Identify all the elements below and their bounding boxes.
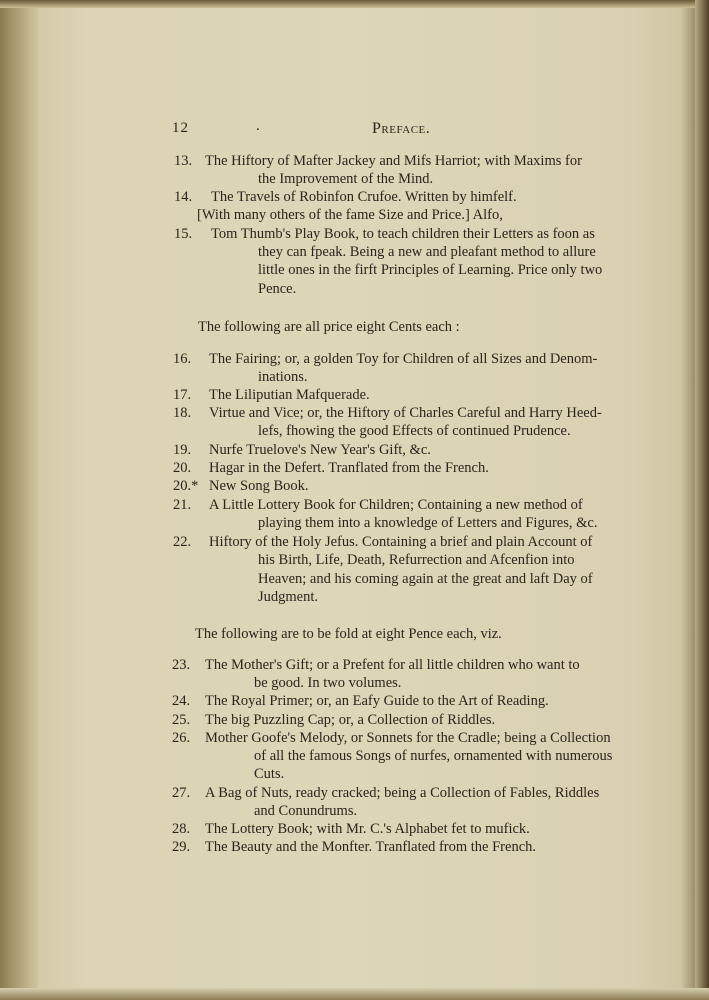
item-number: 23. (172, 657, 191, 673)
line-text: Virtue and Vice; or, the Hiftory of Charles Careful and Harry Heed- (209, 405, 602, 421)
line-text: [With many others of the fame Size and Price.] Alfo, (197, 207, 503, 223)
line-text: The Royal Primer; or, an Eafy Guide to the Art of Reading. (205, 693, 549, 709)
item-number: 27. (172, 785, 191, 801)
line-text: The following are all price eight Cents each : (198, 319, 460, 335)
page-top-edge (0, 0, 709, 8)
item-number: 20. (173, 460, 192, 476)
item-number: 17. (173, 387, 192, 403)
line-text: The Mother's Gift; or a Prefent for all little children who want to (205, 657, 580, 673)
item-number: 28. (172, 821, 191, 837)
line-text: be good. In two volumes. (254, 675, 402, 691)
line-text: they can fpeak. Being a new and pleafant method to allure (258, 244, 596, 260)
line-text: A Bag of Nuts, ready cracked; being a Collection of Fables, Riddles (205, 785, 600, 801)
item-number: 18. (173, 405, 192, 421)
item-number: 25. (172, 712, 191, 728)
line-text: playing them into a knowledge of Letters and Figures, &c. (258, 515, 598, 531)
item-number: 13. (174, 153, 193, 169)
line-text: Hiftory of the Holy Jefus. Containing a brief and plain Account of (209, 534, 593, 550)
line-text: The Hiftory of Mafter Jackey and Mifs Harriot; with Maxims for (205, 153, 582, 169)
line-text: The Beauty and the Monfter. Tranflated from the French. (205, 839, 537, 855)
line-text: lefs, fhowing the good Effects of continued Prudence. (258, 423, 571, 439)
line-text: inations. (258, 369, 308, 385)
line-text: Nurfe Truelove's New Year's Gift, &c. (209, 442, 431, 458)
item-number: 22. (173, 534, 192, 550)
item-number: 21. (173, 497, 192, 513)
line-text: Judgment. (258, 589, 319, 605)
line-text: and Conundrums. (254, 803, 358, 819)
line-text: the Improvement of the Mind. (258, 171, 434, 187)
item-number: 15. (174, 226, 193, 242)
line-text: New Song Book. (209, 478, 309, 494)
line-text: The Liliputian Mafquerade. (209, 387, 370, 403)
line-text: his Birth, Life, Death, Refurrection and Afcenfion into (258, 552, 575, 568)
header-separator: . (256, 118, 261, 134)
line-text: of all the famous Songs of nurfes, ornamented with numerous (254, 748, 613, 764)
item-number: 24. (172, 693, 191, 709)
line-text: The following are to be fold at eight Pence each, viz. (195, 626, 502, 642)
running-head: Preface. (372, 120, 431, 137)
line-text: A Little Lottery Book for Children; Containing a new method of (209, 497, 583, 513)
line-text: The big Puzzling Cap; or, a Collection of Riddles. (205, 712, 496, 728)
line-text: Cuts. (254, 766, 285, 782)
item-number: 14. (174, 189, 193, 205)
line-text: The Fairing; or, a golden Toy for Children of all Sizes and Denom- (209, 351, 598, 367)
page-number: 12 (172, 120, 189, 136)
item-number: 26. (172, 730, 191, 746)
page-bottom-edge (0, 988, 709, 1000)
item-number: 20.* (173, 478, 199, 494)
line-text: Tom Thumb's Play Book, to teach children their Letters as foon as (211, 226, 595, 242)
page-binding (0, 0, 38, 1000)
item-number: 16. (173, 351, 192, 367)
line-text: The Lottery Book; with Mr. C.'s Alphabet fet to mufick. (205, 821, 530, 837)
item-number: 29. (172, 839, 191, 855)
line-text: The Travels of Robinfon Crufoe. Written by himfelf. (211, 189, 517, 205)
line-text: Mother Goofe's Melody, or Sonnets for the Cradle; being a Collection (205, 730, 611, 746)
item-number: 19. (173, 442, 192, 458)
line-text: Hagar in the Defert. Tranflated from the French. (209, 460, 489, 476)
page-right-edge (695, 0, 709, 1000)
line-text: Pence. (258, 281, 297, 297)
line-text: little ones in the firft Principles of Learning. Price only two (258, 262, 603, 278)
line-text: Heaven; and his coming again at the great and laft Day of (258, 571, 593, 587)
